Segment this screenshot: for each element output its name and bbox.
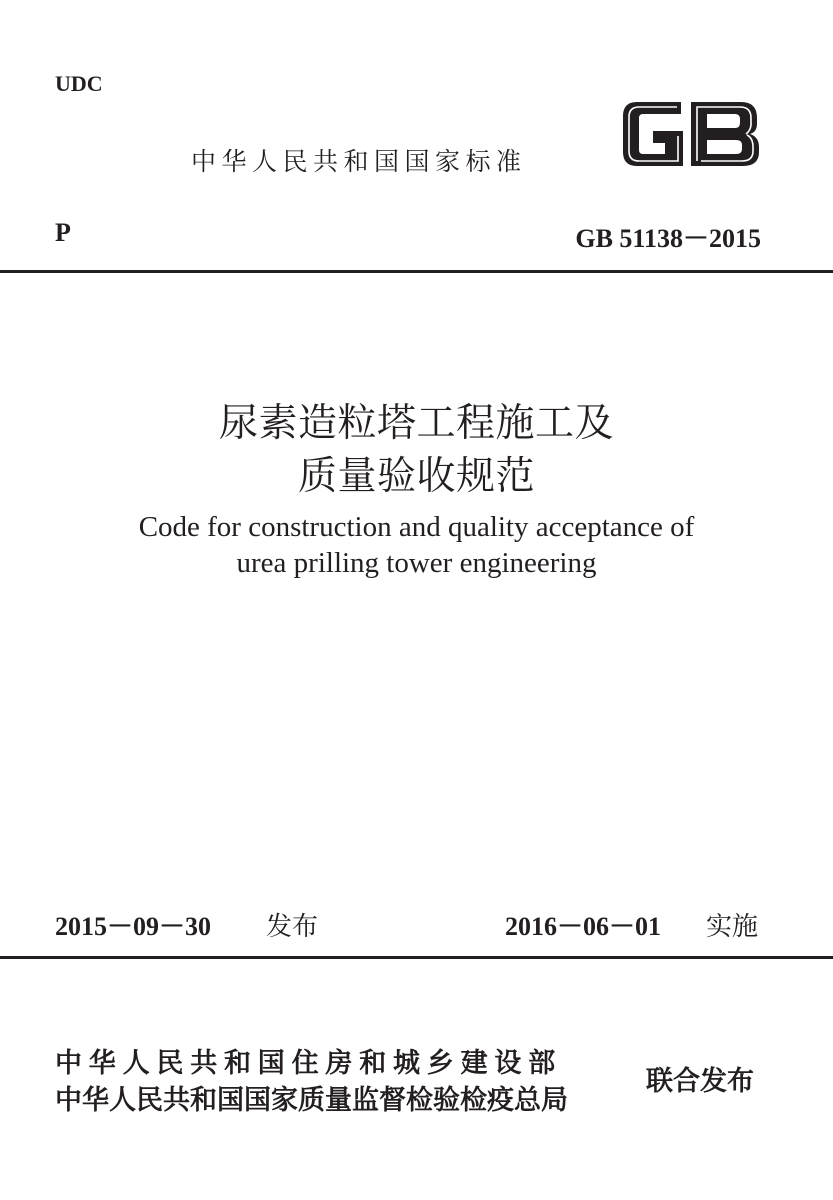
- title-english-line-1: Code for construction and quality acceptance of: [138, 511, 695, 543]
- title-english-line-2: urea prilling tower engineering: [236, 547, 597, 579]
- implementation-label: 实施: [706, 912, 759, 942]
- publisher-quality-administration: 中华人民共和国国家质量监督检验检疫总局: [55, 1085, 568, 1116]
- classification-code: P: [55, 218, 71, 247]
- title-chinese-line-1: 尿素造粒塔工程施工及: [218, 401, 614, 446]
- issue-date: 2015－09－30: [55, 912, 212, 941]
- gb-logo-icon: [619, 97, 763, 171]
- standard-number: GB 51138－2015: [575, 224, 761, 253]
- top-divider: [0, 270, 833, 273]
- joint-issue-label: 联合发布: [646, 1066, 754, 1097]
- title-chinese-line-2: 质量验收规范: [297, 454, 535, 499]
- publisher-ministry-housing: 中华人民共和国住房和城乡建设部: [55, 1048, 562, 1079]
- national-standard-heading: 中华人民共和国国家标准: [191, 147, 527, 176]
- bottom-divider: [0, 956, 833, 959]
- implementation-date: 2016－06－01: [505, 912, 662, 941]
- issue-label: 发布: [266, 912, 319, 942]
- udc-label: UDC: [55, 71, 103, 96]
